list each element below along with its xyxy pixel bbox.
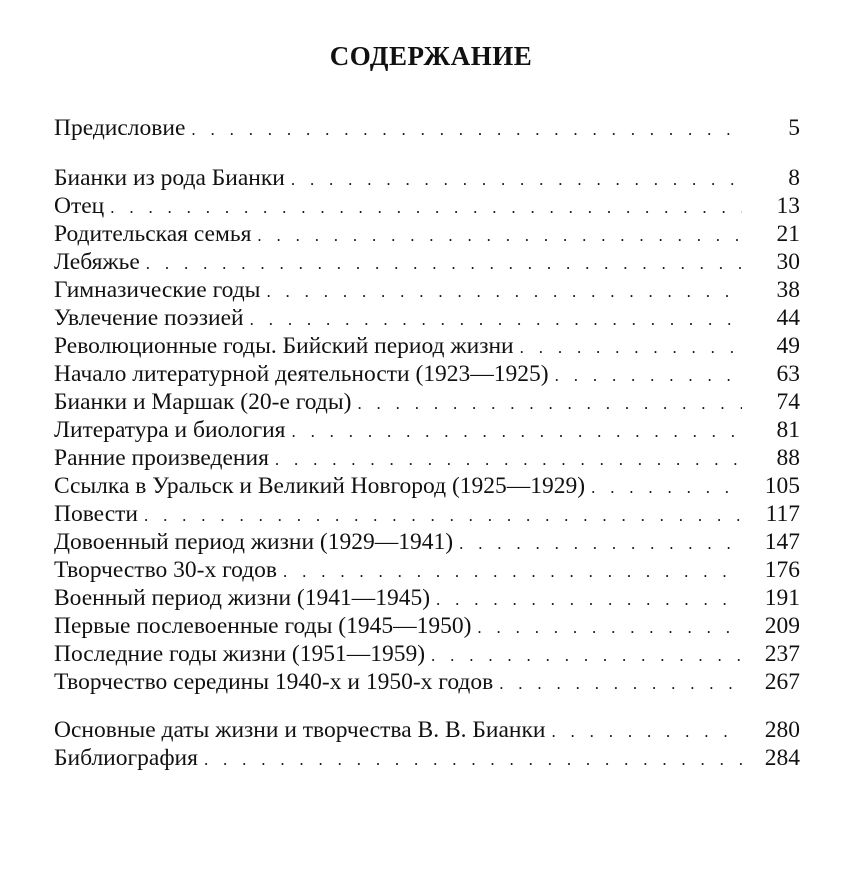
toc-entry-page-number: 44 [776,305,800,331]
toc-group-back [54,716,800,772]
toc-entry-title: Родительская семья [54,221,252,247]
dot-leader [459,530,742,558]
toc-entry-page-number: 74 [776,389,800,415]
toc-entry-page-number: 267 [764,669,800,695]
toc-entry-page-number: 191 [764,585,800,611]
toc-entry [54,584,800,612]
toc-entry-page-number: 21 [776,221,800,247]
dot-leader [110,194,742,222]
toc-entry [54,304,800,332]
dot-leader [499,670,742,698]
toc-entry-title: Лебяжье [54,249,140,275]
dot-leader [204,746,742,774]
toc-entry-title: Библиография [54,745,198,771]
toc-entry [54,276,800,304]
toc-entry-title: Отец [54,193,105,219]
toc-entry [54,114,800,142]
toc-entry [54,248,800,276]
toc-entry [54,332,800,360]
toc-entry-page-number: 284 [764,745,800,771]
toc-entry-page-number: 81 [776,417,800,443]
toc-entry [54,716,800,744]
toc-entry [54,220,800,248]
toc-entry [54,528,800,556]
page-title: СОДЕРЖАНИЕ [329,41,533,71]
toc-entry [54,668,800,696]
toc-entry [54,192,800,220]
toc-entry-title: Ранние произведения [54,445,269,471]
dot-leader [144,502,742,530]
dot-leader [291,418,742,446]
toc-entry-page-number: 30 [776,249,800,275]
toc-entry-page-number: 5 [788,115,800,141]
toc-entry-title: Военный период жизни (1941—1945) [54,585,431,611]
toc-entry-title: Бианки и Маршак (20-е годы) [54,389,352,415]
toc-entry-title: Ссылка в Уральск и Великий Новгород (1925—1929) [54,473,586,499]
dot-leader [357,390,742,418]
toc-entry-title: Бианки из рода Бианки [54,165,285,191]
dot-leader [275,446,742,474]
dot-leader [477,614,742,642]
toc-entry-page-number: 8 [788,165,800,191]
toc-entry-page-number: 117 [765,501,800,527]
toc-entry-page-number: 237 [764,641,800,667]
toc-entry [54,500,800,528]
toc-entry-title: Творчество 30-х годов [54,557,278,583]
toc-entry-title: Начало литературной деятельности (1923—1925) [54,361,549,387]
toc-entry-title: Повести [54,501,138,527]
toc-entry-page-number: 49 [776,333,800,359]
toc-group-front [54,114,800,142]
toc-entry-page-number: 209 [764,613,800,639]
toc-entry [54,556,800,584]
toc-entry [54,360,800,388]
toc-entry [54,640,800,668]
dot-leader [266,278,742,306]
toc-entry-page-number: 147 [764,529,800,555]
toc-entry-title: Последние годы жизни (1951—1959) [54,641,426,667]
toc-entry-page-number: 176 [764,557,800,583]
dot-leader [431,642,742,670]
toc-entry-page-number: 280 [764,717,800,743]
toc-entry [54,164,800,192]
toc-entry-page-number: 13 [776,193,800,219]
toc-entry-page-number: 105 [764,473,800,499]
toc-entry [54,744,800,772]
dot-leader [191,116,742,144]
toc-entry-title: Основные даты жизни и творчества В. В. Бианки [54,717,546,743]
dot-leader [250,306,742,334]
toc-entry [54,612,800,640]
dot-leader [436,586,742,614]
dot-leader [551,718,742,746]
toc-entry-title: Предисловие [54,115,186,141]
toc-group-chapters [54,164,800,696]
dot-leader [291,166,742,194]
toc-entry-title: Гимназические годы [54,277,261,303]
dot-leader [591,474,742,502]
dot-leader [257,222,742,250]
dot-leader [146,250,742,278]
toc-entry [54,388,800,416]
toc-entry-title: Революционные годы. Бийский период жизни [54,333,514,359]
toc-entry-title: Увлечение поэзией [54,305,244,331]
toc-entry [54,472,800,500]
toc-entry-title: Первые послевоенные годы (1945—1950) [54,613,472,639]
toc-entry-title: Творчество середины 1940-х и 1950-х годов [54,669,494,695]
toc-entry-title: Литература и биология [54,417,286,443]
toc-entry-title: Довоенный период жизни (1929—1941) [54,529,454,555]
toc-entry-page-number: 38 [776,277,800,303]
toc-entry-page-number: 63 [776,361,800,387]
dot-leader [555,362,742,390]
dot-leader [520,334,742,362]
toc-entry [54,444,800,472]
dot-leader [283,558,742,586]
toc-entry-page-number: 88 [776,445,800,471]
toc-entry [54,416,800,444]
